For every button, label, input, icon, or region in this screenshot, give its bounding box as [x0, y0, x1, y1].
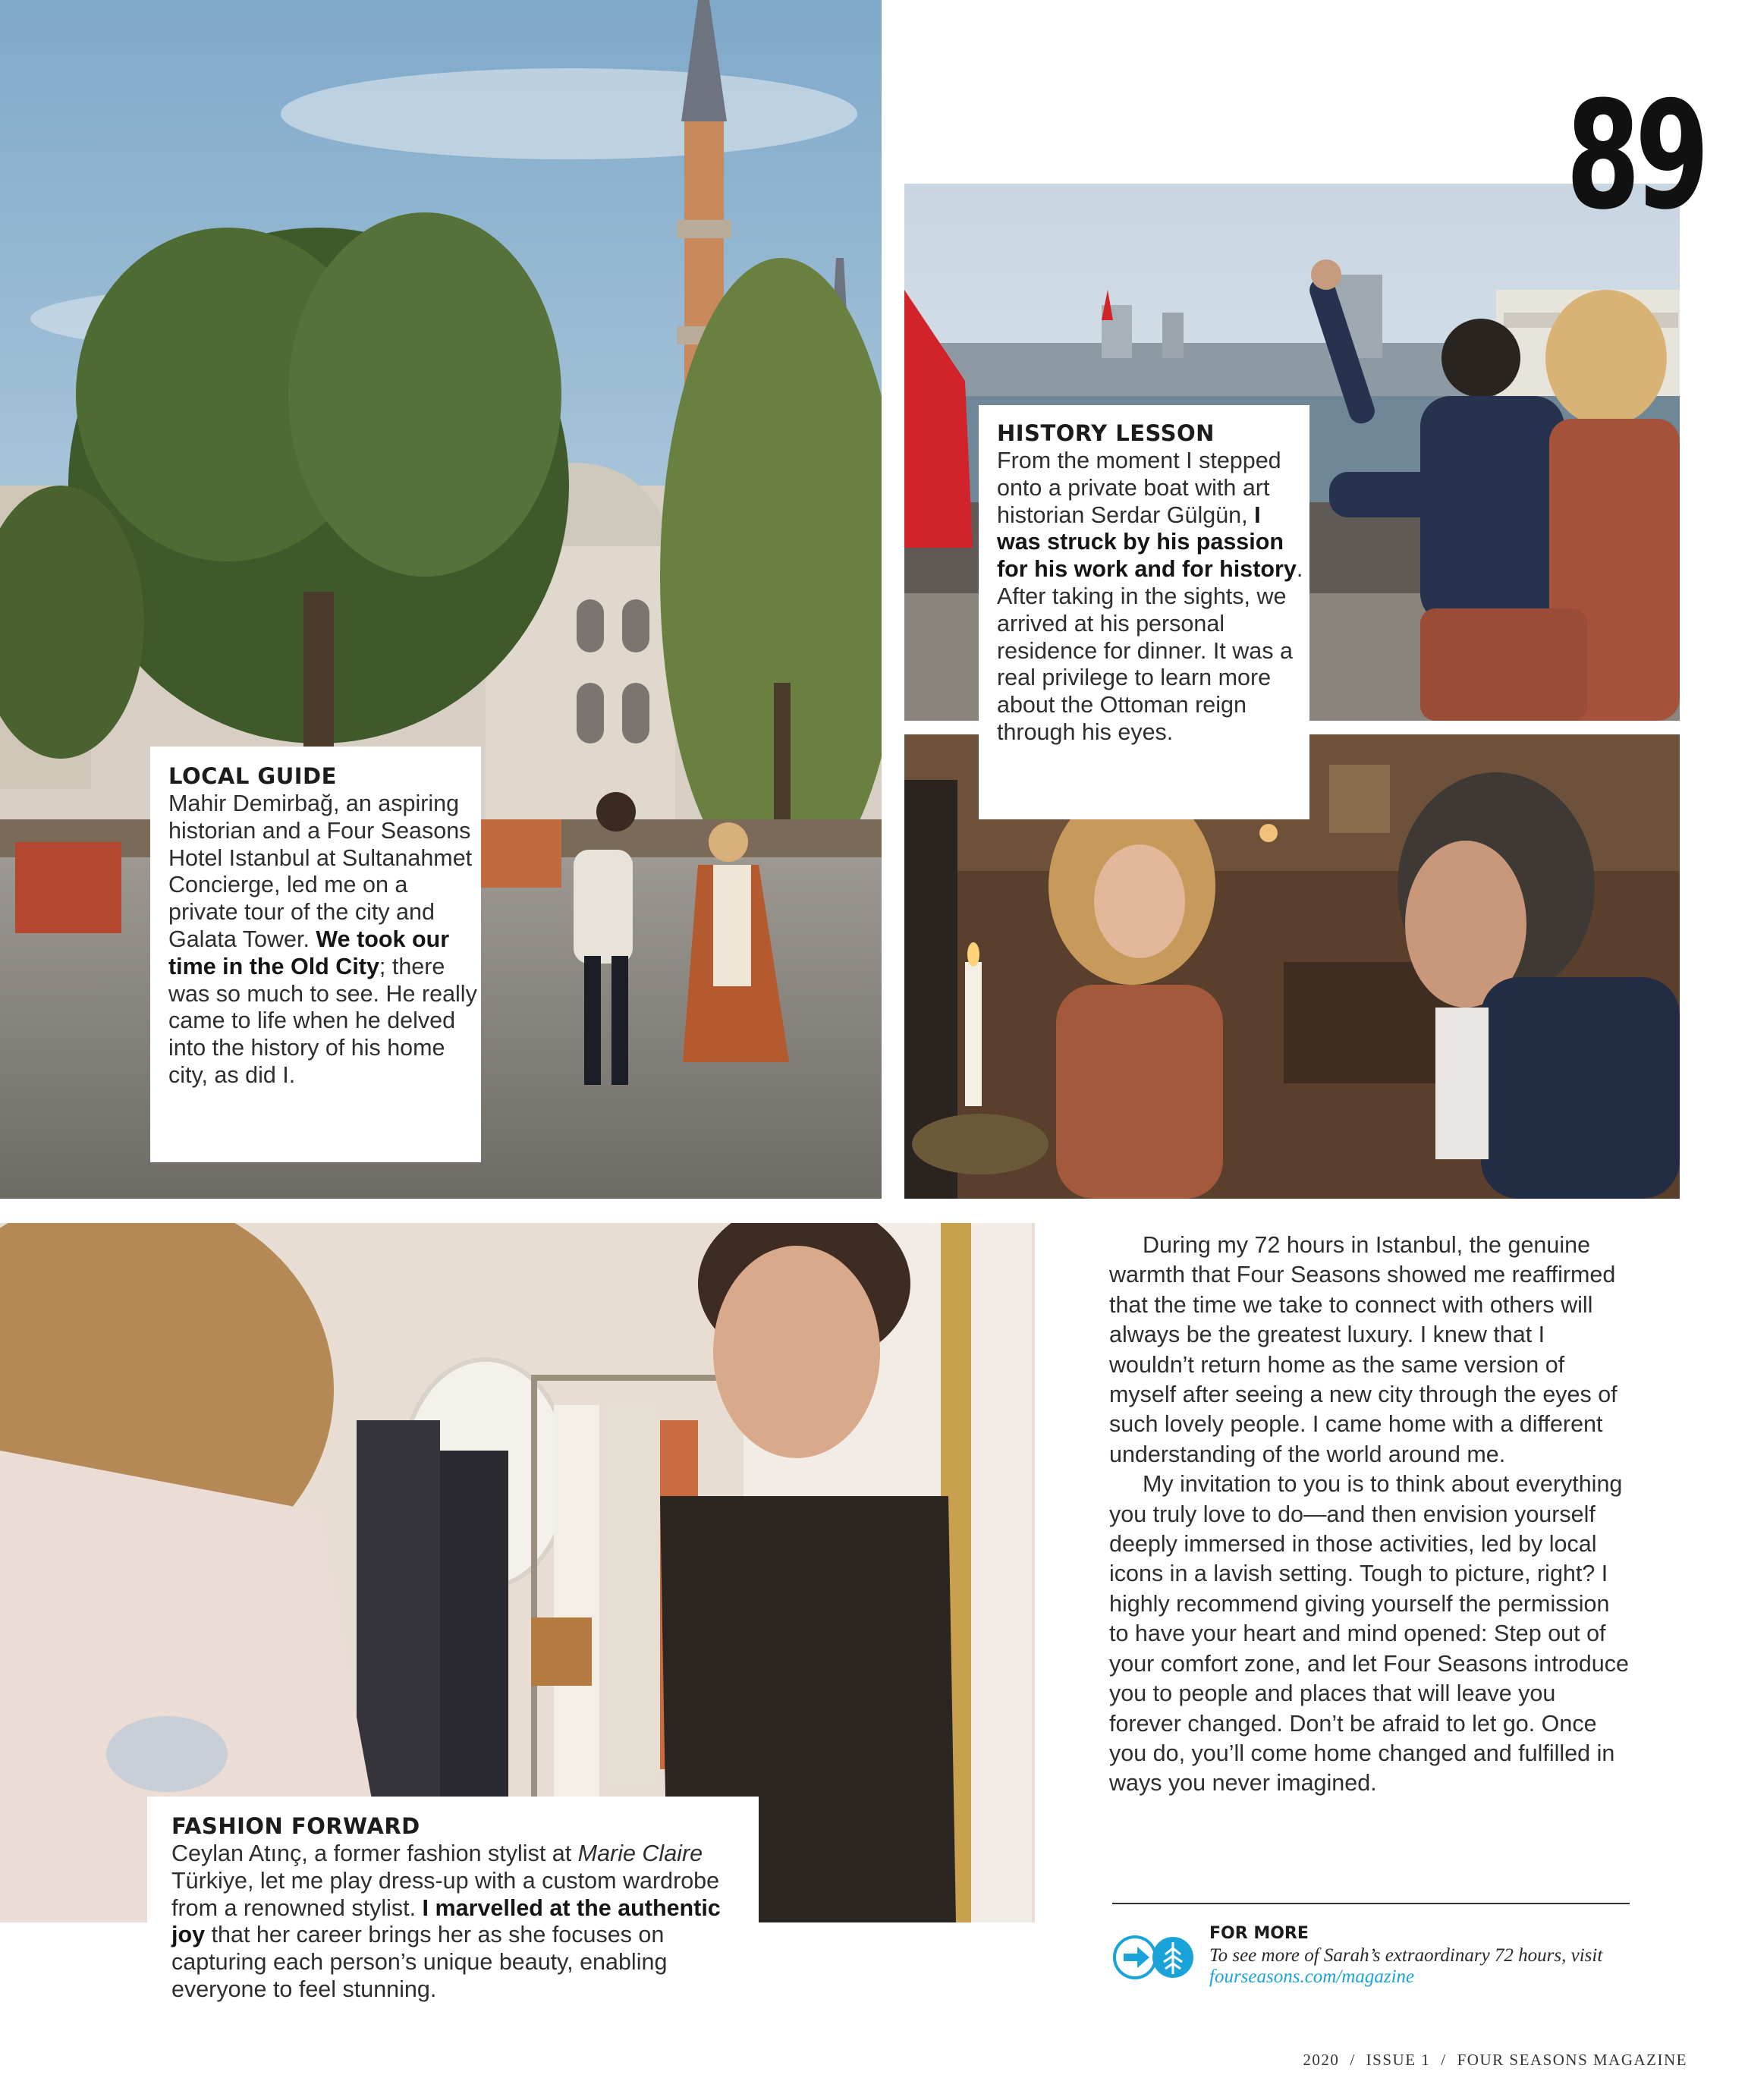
local-guide-text: Mahir Demirbağ, an aspiring historian and a Four Seasons Hotel Istanbul at Sultanahmet Concierge, led me on a private tour of the city and Galata Tower. We took our time in the Old City; there was so much to see. He really came to life when he delved into the history of his home city, as did I.	[168, 791, 477, 1088]
history-lesson-text: From the moment I stepped onto a private boat with art historian Serdar Gülgün, I was struck by his passion for his work and for history. After taking in the sights, we arrived at his personal residence for dinner. It was a real privilege to learn more about the Ottoman reign through his eyes.	[997, 448, 1303, 745]
for-more-text: To see more of Sarah’s extraordinary 72 hours, visit fourseasons.com/magazine	[1209, 1945, 1603, 1987]
local-guide-caption	[150, 747, 481, 1162]
four-seasons-tree-icon	[1152, 1937, 1193, 1978]
page-footer	[1247, 2051, 1687, 2070]
arrow-circle-icon	[1115, 1937, 1155, 1978]
body-paragraph-1: During my 72 hours in Istanbul, the genuine warmth that Four Seasons showed me reaffirmed that the time we take to connect with others will always be the greatest luxury. I knew that I wouldn’t return home as the same version of myself after seeing a new city through the eyes of such lovely people. I came home with a different understanding of the world around me.	[1109, 1232, 1618, 1467]
history-lesson-caption	[979, 405, 1309, 819]
fashion-forward-text: Ceylan Atınç, a former fashion stylist at Marie Claire Türkiye, let me play dress-up with a custom wardrobe from a renowned stylist. I marvelled at the authentic joy that her career brings her as she focuses on capturing each person’s unique beauty, enabling everyone to feel stunning.	[171, 1841, 721, 2002]
footer-separator: /	[1350, 2051, 1356, 2069]
footer-separator: /	[1441, 2051, 1447, 2069]
for-more-icons	[1112, 1935, 1196, 1980]
footer-year: 2020	[1303, 2051, 1340, 2069]
for-more-title: FOR MORE	[1209, 1924, 1309, 1943]
footer-publication: FOUR SEASONS MAGAZINE	[1457, 2051, 1687, 2069]
for-more-block	[1112, 1924, 1643, 1985]
body-paragraph-2: My invitation to you is to think about everything you truly love to do—and then envision yourself deeply immersed in those activities, led by local icons in a lavish setting. Tough to picture, right? I highly recommend giving yourself the permission to have your heart and mind opened: Step out of your comfort zone, and let Four Seasons introduce you to people and places that will leave you forever changed. Don’t be afraid to let go. Once you do, you’ll come home changed and fulfilled in ways you never imagined.	[1109, 1471, 1629, 1797]
section-divider	[1112, 1903, 1630, 1904]
fashion-forward-caption	[147, 1797, 759, 2017]
footer-issue: ISSUE 1	[1366, 2051, 1431, 2069]
local-guide-title: LOCAL GUIDE	[168, 763, 337, 789]
fashion-forward-title: FASHION FORWARD	[171, 1813, 420, 1839]
article-body	[1109, 1231, 1633, 1799]
magazine-link[interactable]: fourseasons.com/magazine	[1209, 1966, 1415, 1987]
page-number: 89	[1566, 70, 1704, 243]
history-lesson-title: HISTORY LESSON	[997, 420, 1215, 446]
